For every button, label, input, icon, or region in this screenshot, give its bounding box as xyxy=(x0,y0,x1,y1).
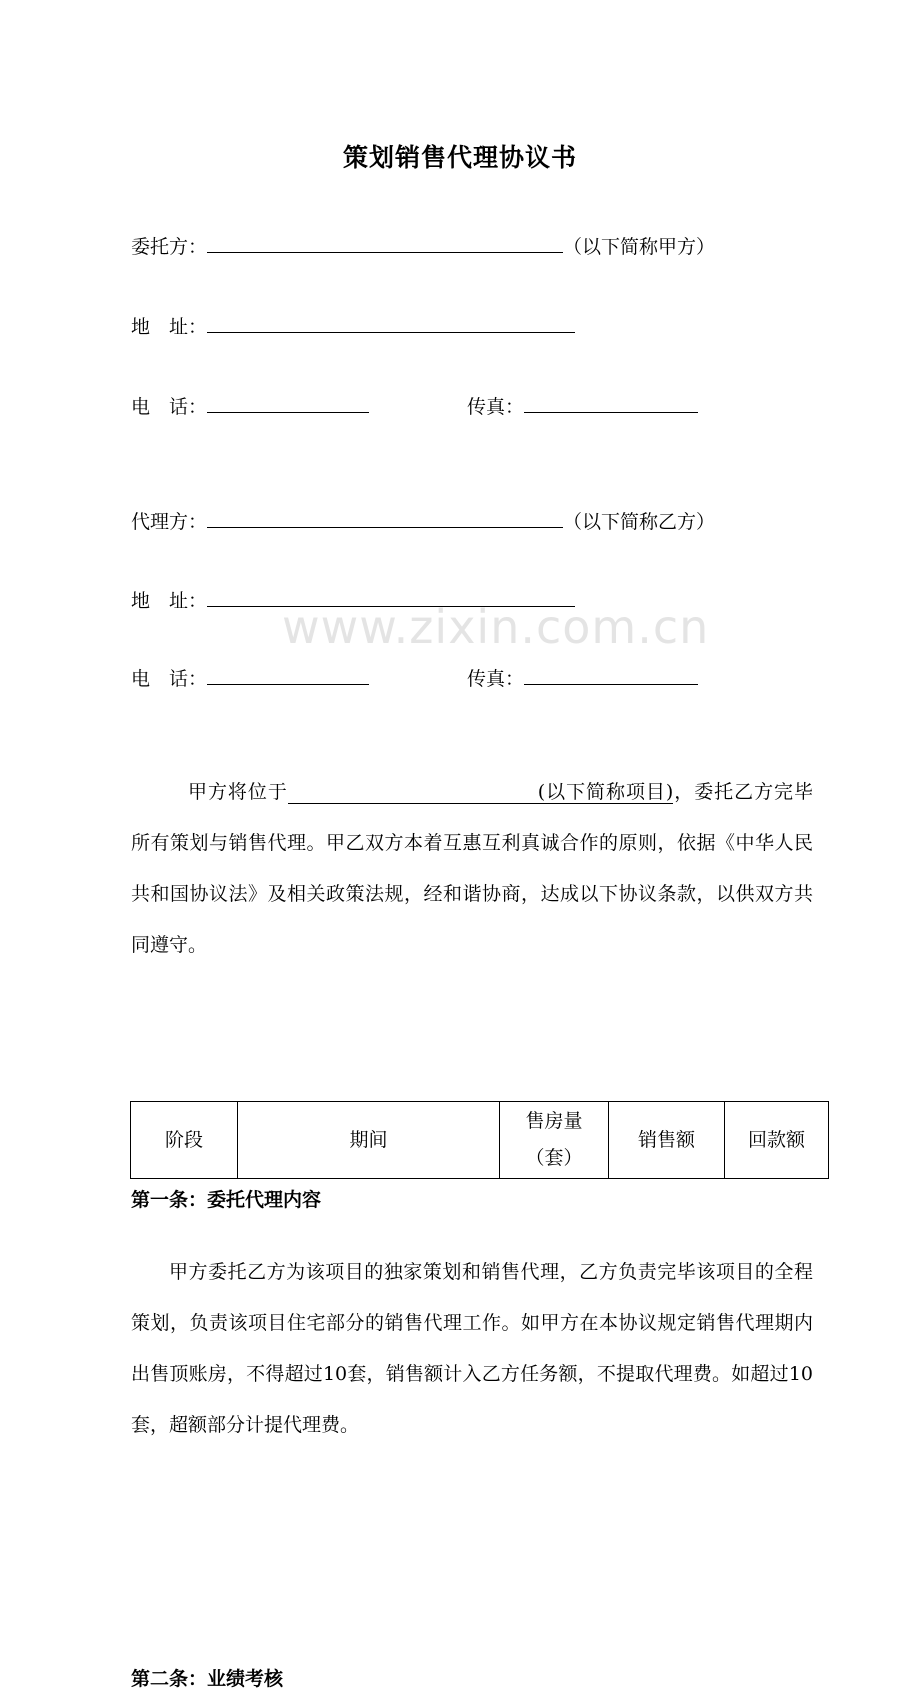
party-a-phone-label: 电 话： xyxy=(131,396,208,418)
intro-lead: 甲方将位于 xyxy=(188,781,288,803)
party-a-phone-line xyxy=(131,392,920,420)
party-a-suffix: （以下简称甲方） xyxy=(563,236,716,258)
party-b-address-label: 地 址： xyxy=(131,590,208,612)
performance-table xyxy=(130,1101,829,1179)
article1-heading: 第一条：委托代理内容 xyxy=(131,1189,322,1211)
document-title: 策划销售代理协议书 xyxy=(342,143,577,172)
intro-paragraph xyxy=(131,767,813,971)
header-units-line1: 售房量 xyxy=(525,1110,583,1132)
party-a-name-line xyxy=(131,232,920,260)
header-cell-stage: 阶段 xyxy=(131,1102,238,1179)
party-b-name-blank[interactable] xyxy=(207,507,563,528)
party-a-address-blank[interactable] xyxy=(207,312,575,333)
header-cell-sales: 销售额 xyxy=(609,1102,725,1179)
article1-body: 甲方委托乙方为该项目的独家策划和销售代理，乙方负责完毕该项目的全程策划，负责该项目住宅部分的销售代理工作。如甲方在本协议规定销售代理期内出售顶账房，不得超过10套，销售额计入乙方任务额，不提取代理费。如超过10套，超额部分计提代理费。 xyxy=(131,1261,813,1436)
party-b-fax-blank[interactable] xyxy=(524,664,698,685)
party-b-fax-label: 传真： xyxy=(467,668,525,690)
header-units-line2: （套） xyxy=(525,1147,583,1169)
party-a-name-blank[interactable] xyxy=(207,232,563,253)
party-b-name-line xyxy=(131,507,920,535)
intro-underlined: (以下简称项目) xyxy=(537,781,674,803)
party-b-suffix: （以下简称乙方） xyxy=(563,511,716,533)
party-a-address-line xyxy=(131,312,920,340)
table-header-row xyxy=(131,1102,829,1179)
header-cell-units xyxy=(500,1102,609,1179)
intro-rest: ，委托乙方完毕所有策划与销售代理。甲乙双方本着互惠互利真诚合作的原则，依据《中华人民共和国协议法》及相关政策法规，经和谐协商，达成以下协议条款，以供双方共同遵守。 xyxy=(131,781,813,956)
article2-heading: 第二条：业绩考核 xyxy=(131,1668,284,1690)
party-b-label: 代理方： xyxy=(131,511,208,533)
party-a-address-label: 地 址： xyxy=(131,316,208,338)
party-b-phone-line xyxy=(131,664,920,692)
party-a-fax-label: 传真： xyxy=(467,396,525,418)
project-location-blank[interactable] xyxy=(288,777,538,804)
party-b-address-blank[interactable] xyxy=(207,586,575,607)
watermark: www.zixin.com.cn xyxy=(282,600,710,654)
party-a-fax-blank[interactable] xyxy=(524,392,698,413)
party-b-phone-label: 电 话： xyxy=(131,668,208,690)
party-b-address-line xyxy=(131,586,920,614)
party-b-phone-blank[interactable] xyxy=(207,664,369,685)
header-cell-period: 期间 xyxy=(238,1102,500,1179)
header-cell-collection: 回款额 xyxy=(725,1102,829,1179)
party-a-phone-blank[interactable] xyxy=(207,392,369,413)
party-a-label: 委托方： xyxy=(131,236,208,258)
